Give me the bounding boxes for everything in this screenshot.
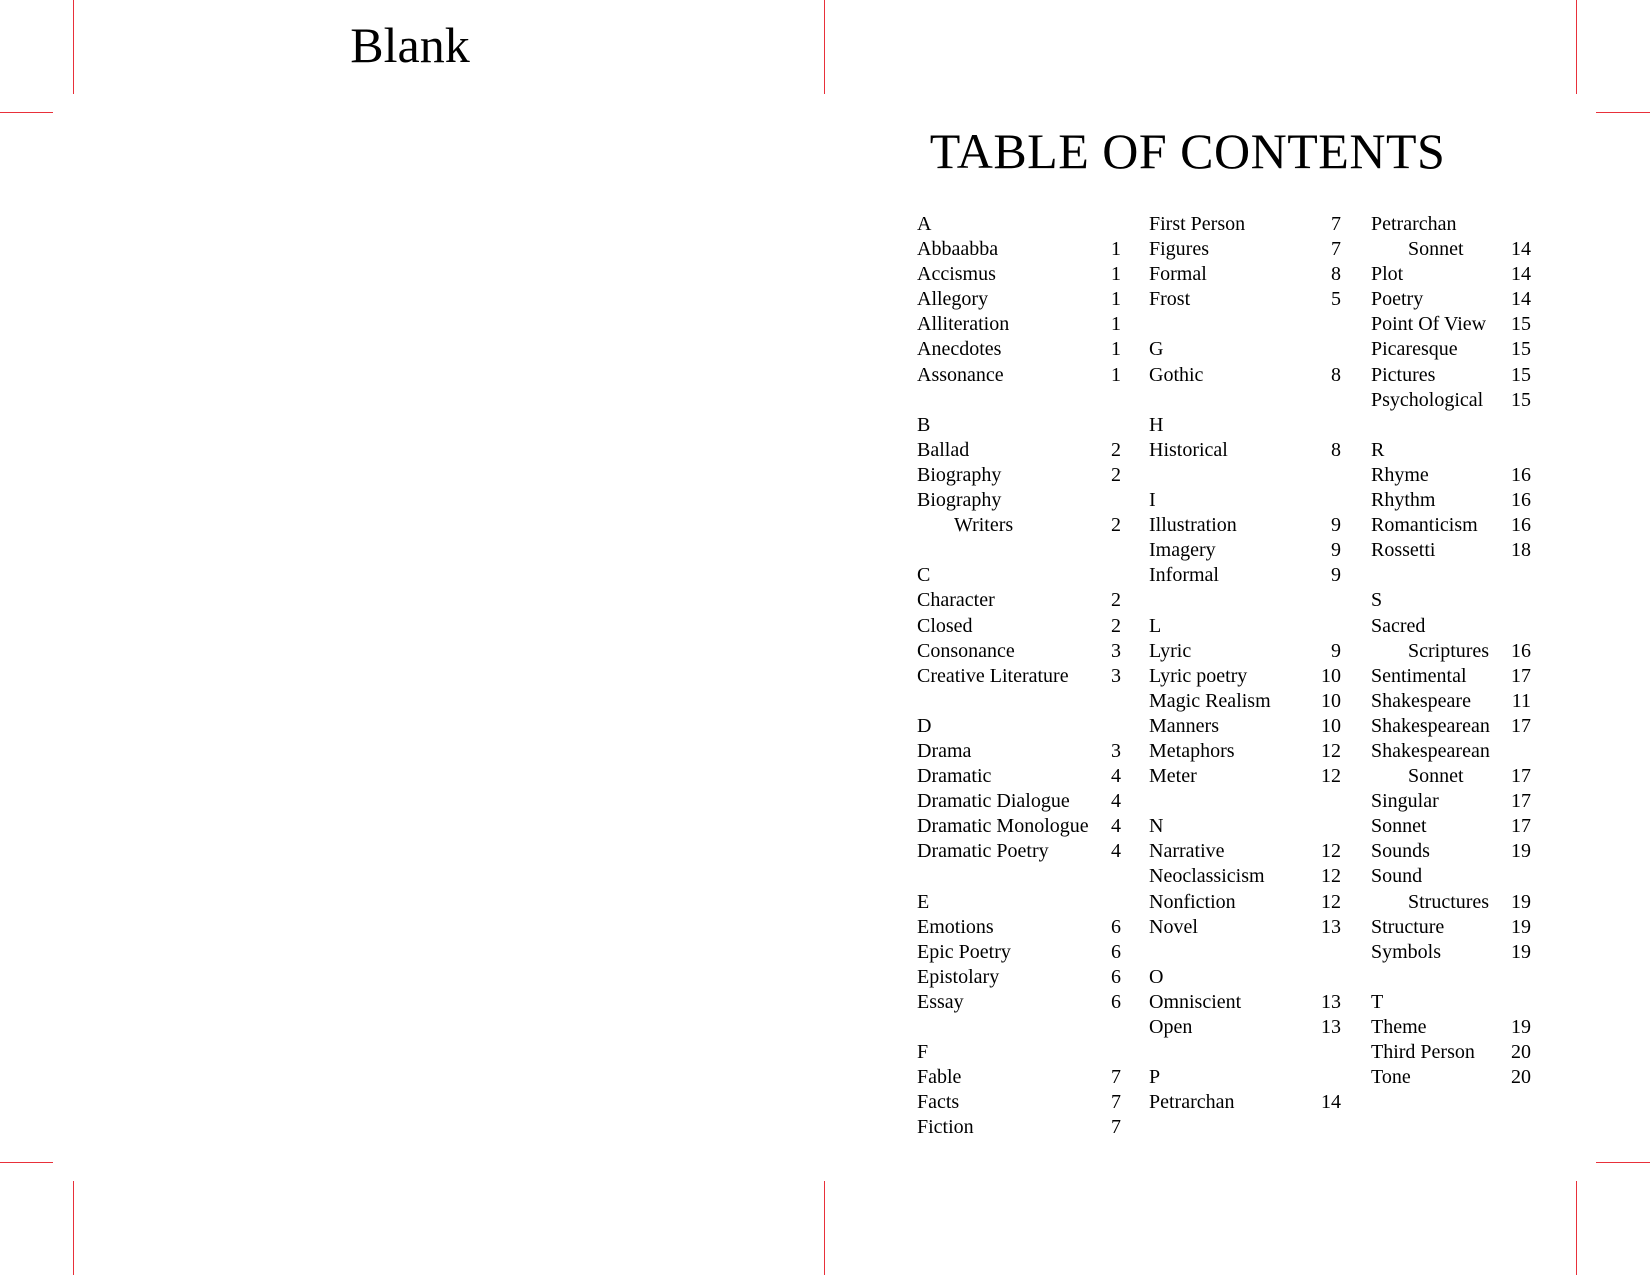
toc-spacer <box>1149 1040 1341 1065</box>
toc-entry <box>1149 287 1341 312</box>
toc-section-letter <box>917 890 1121 915</box>
toc-entry <box>1149 915 1341 940</box>
toc-term: H <box>1149 413 1164 436</box>
toc-entry <box>1371 1040 1531 1065</box>
toc-section-letter <box>917 563 1121 588</box>
toc-term: Informal <box>1149 564 1219 587</box>
toc-page-number: 17 <box>1511 765 1531 788</box>
toc-page-number: 7 <box>1331 213 1341 235</box>
toc-term: Narrative <box>1149 840 1225 863</box>
toc-term: Nonfiction <box>1149 890 1236 913</box>
toc-page-number: 8 <box>1331 263 1341 286</box>
toc-term: Symbols <box>1371 940 1442 963</box>
toc-page-number: 2 <box>1111 614 1121 637</box>
toc-term: Magic Realism <box>1149 689 1271 712</box>
toc-page-number: 9 <box>1331 514 1341 537</box>
toc-page-number: 18 <box>1511 539 1531 562</box>
toc-entry <box>1149 262 1341 287</box>
toc-entry <box>1149 1015 1341 1040</box>
crop-mark-left-top <box>0 112 53 113</box>
crop-mark-bottom-left <box>73 1181 74 1275</box>
toc-term: Rossetti <box>1371 539 1436 562</box>
toc-entry <box>1371 814 1531 839</box>
toc-term: Sacred <box>1371 614 1426 637</box>
toc-entry <box>1371 513 1531 538</box>
toc-column-2 <box>1149 212 1341 1115</box>
toc-spacer <box>1371 563 1531 588</box>
toc-entry <box>1149 890 1341 915</box>
toc-term: L <box>1149 614 1162 637</box>
toc-term: Theme <box>1371 1016 1427 1038</box>
toc-term: Sonnet <box>1408 238 1464 261</box>
toc-page-number: 9 <box>1331 639 1341 662</box>
toc-section-letter <box>1371 438 1531 463</box>
toc-term: Writers <box>954 514 1014 537</box>
toc-section-letter <box>917 212 1121 237</box>
toc-entry <box>917 1115 1121 1140</box>
toc-entry <box>1149 864 1341 889</box>
toc-section-letter <box>1371 588 1531 613</box>
toc-term: Epic Poetry <box>917 940 1011 963</box>
toc-page-number: 17 <box>1511 815 1531 838</box>
toc-entry <box>1149 990 1341 1015</box>
crop-mark-top-right <box>1576 0 1577 94</box>
toc-entry <box>1371 1015 1531 1040</box>
toc-page-number: 1 <box>1111 288 1121 311</box>
toc-term: Assonance <box>917 363 1004 386</box>
toc-term: Figures <box>1149 238 1209 261</box>
toc-entry <box>1371 714 1531 739</box>
crop-mark-right-top <box>1596 112 1650 113</box>
toc-page-number: 12 <box>1321 865 1341 888</box>
toc-page-number: 4 <box>1111 840 1121 863</box>
toc-entry <box>1371 463 1531 488</box>
toc-page-number: 15 <box>1511 388 1531 411</box>
toc-entry <box>917 764 1121 789</box>
toc-term: Lyric <box>1149 639 1192 662</box>
toc-spacer <box>917 689 1121 714</box>
toc-page-number: 3 <box>1111 664 1121 687</box>
toc-term: S <box>1371 589 1383 612</box>
toc-entry <box>917 312 1121 337</box>
toc-page-number: 2 <box>1111 463 1121 486</box>
toc-entry <box>1149 212 1341 237</box>
toc-term: Dramatic Monologue <box>917 815 1089 838</box>
toc-page-number: 2 <box>1111 438 1121 461</box>
toc-term: Open <box>1149 1016 1193 1038</box>
toc-term: Imagery <box>1149 539 1216 562</box>
crop-mark-left-bottom <box>0 1162 53 1163</box>
toc-entry <box>1371 890 1531 915</box>
toc-entry <box>1149 689 1341 714</box>
toc-entry <box>917 965 1121 990</box>
toc-term: Scriptures <box>1408 639 1490 662</box>
toc-entry <box>1149 739 1341 764</box>
toc-page-number: 17 <box>1511 664 1531 687</box>
toc-term: N <box>1149 815 1164 838</box>
toc-spacer <box>1149 312 1341 337</box>
toc-entry <box>917 513 1121 538</box>
toc-term: Sentimental <box>1371 664 1467 687</box>
toc-page-number: 11 <box>1511 689 1531 712</box>
toc-term: Fiction <box>917 1116 974 1139</box>
toc-page-number: 17 <box>1511 790 1531 813</box>
toc-page-number: 12 <box>1321 765 1341 788</box>
toc-page-number: 19 <box>1511 940 1531 963</box>
toc-entry <box>1371 538 1531 563</box>
toc-term: Accismus <box>917 263 996 286</box>
toc-spacer <box>917 1015 1121 1040</box>
toc-term: Dramatic Dialogue <box>917 790 1070 813</box>
toc-page-number: 17 <box>1511 714 1531 737</box>
toc-section-letter <box>1149 413 1341 438</box>
toc-term: Psychological <box>1371 388 1484 411</box>
toc-entry <box>917 814 1121 839</box>
toc-page-number: 19 <box>1511 890 1531 913</box>
toc-page-number: 2 <box>1111 589 1121 612</box>
toc-page-number: 6 <box>1111 940 1121 963</box>
toc-term: A <box>917 213 932 235</box>
toc-entry <box>917 639 1121 664</box>
toc-entry <box>917 789 1121 814</box>
toc-term: Metaphors <box>1149 739 1235 762</box>
toc-term: Shakespearean <box>1371 739 1490 762</box>
toc-section-letter <box>917 1040 1121 1065</box>
toc-page-number: 2 <box>1111 514 1121 537</box>
toc-term: Shakespeare <box>1371 689 1471 712</box>
crop-mark-bottom-right <box>1576 1181 1577 1275</box>
toc-term: E <box>917 890 930 913</box>
toc-term: Formal <box>1149 263 1207 286</box>
toc-page-number: 12 <box>1321 890 1341 913</box>
toc-section-letter <box>1371 990 1531 1015</box>
toc-entry <box>1371 363 1531 388</box>
toc-term: Frost <box>1149 288 1191 311</box>
toc-term: Manners <box>1149 714 1219 737</box>
toc-term: Alliteration <box>917 313 1010 336</box>
toc-term: Creative Literature <box>917 664 1069 687</box>
toc-term: Character <box>917 589 995 612</box>
crop-mark-top-left <box>73 0 74 94</box>
toc-term: Sounds <box>1371 840 1430 863</box>
toc-page-number: 20 <box>1511 1066 1531 1089</box>
toc-term: Singular <box>1371 790 1439 813</box>
toc-term: Sonnet <box>1408 765 1464 788</box>
toc-entry <box>1371 764 1531 789</box>
crop-mark-bottom-center <box>824 1181 825 1275</box>
toc-page-number: 13 <box>1321 1016 1341 1038</box>
toc-term: Point Of View <box>1371 313 1487 336</box>
toc-term: Dramatic <box>917 765 992 788</box>
toc-page-number: 12 <box>1321 739 1341 762</box>
toc-term: C <box>917 564 931 587</box>
toc-entry <box>917 1090 1121 1115</box>
toc-page-number: 9 <box>1331 564 1341 587</box>
toc-term: Dramatic Poetry <box>917 840 1049 863</box>
toc-entry <box>1371 739 1531 764</box>
toc-spacer <box>1149 789 1341 814</box>
toc-section-letter <box>1149 488 1341 513</box>
toc-page-number: 14 <box>1511 288 1531 311</box>
toc-entry <box>1371 864 1531 889</box>
toc-term: F <box>917 1041 929 1064</box>
toc-page-number: 4 <box>1111 815 1121 838</box>
toc-page-number: 10 <box>1321 714 1341 737</box>
toc-page-number: 16 <box>1511 463 1531 486</box>
toc-section-letter <box>917 413 1121 438</box>
toc-term: Poetry <box>1371 288 1424 311</box>
toc-entry <box>917 463 1121 488</box>
toc-page-number: 8 <box>1331 363 1341 386</box>
toc-entry <box>1149 839 1341 864</box>
toc-term: Allegory <box>917 288 989 311</box>
toc-page-number: 14 <box>1511 263 1531 286</box>
toc-term: T <box>1371 990 1384 1013</box>
toc-entry <box>1149 639 1341 664</box>
toc-term: Pictures <box>1371 363 1436 386</box>
toc-term: Structures <box>1408 890 1490 913</box>
toc-term: Biography <box>917 489 1002 512</box>
toc-term: Third Person <box>1371 1041 1475 1064</box>
toc-page-number: 4 <box>1111 790 1121 813</box>
toc-page-number: 1 <box>1111 363 1121 386</box>
toc-page-number: 14 <box>1321 1091 1341 1114</box>
toc-page-number: 15 <box>1511 338 1531 361</box>
toc-term: Omniscient <box>1149 990 1242 1013</box>
toc-entry <box>917 287 1121 312</box>
toc-page-number: 9 <box>1331 539 1341 562</box>
toc-term: Rhythm <box>1371 489 1436 512</box>
toc-spacer <box>1371 965 1531 990</box>
toc-entry <box>1149 1090 1341 1115</box>
toc-term: B <box>917 413 931 436</box>
toc-term: Tone <box>1371 1066 1411 1089</box>
toc-term: Essay <box>917 990 964 1013</box>
toc-page-number: 15 <box>1511 313 1531 336</box>
toc-page-number: 1 <box>1111 313 1121 336</box>
toc-page-number: 1 <box>1111 263 1121 286</box>
toc-entry <box>917 337 1121 362</box>
toc-page-number: 15 <box>1511 363 1531 386</box>
toc-term: Lyric poetry <box>1149 664 1248 687</box>
toc-entry <box>917 839 1121 864</box>
blank-page-title: Blank <box>350 17 470 73</box>
toc-page-number: 16 <box>1511 489 1531 512</box>
toc-term: Fable <box>917 1066 962 1089</box>
toc-term: Emotions <box>917 915 994 938</box>
toc-entry <box>1371 388 1531 413</box>
toc-term: Ballad <box>917 438 970 461</box>
toc-page-number: 10 <box>1321 664 1341 687</box>
toc-term: O <box>1149 965 1164 988</box>
toc-section-letter <box>1149 814 1341 839</box>
toc-spacer <box>1149 463 1341 488</box>
toc-term: Plot <box>1371 263 1404 286</box>
toc-page-number: 7 <box>1331 238 1341 261</box>
toc-entry <box>1371 287 1531 312</box>
toc-spacer <box>917 864 1121 889</box>
toc-page-number: 13 <box>1321 915 1341 938</box>
toc-page-number: 7 <box>1111 1066 1121 1089</box>
toc-spacer <box>1149 588 1341 613</box>
toc-term: Anecdotes <box>917 338 1002 361</box>
toc-term: D <box>917 714 932 737</box>
toc-page-number: 16 <box>1511 639 1531 662</box>
toc-section-letter <box>1149 1065 1341 1090</box>
toc-page-number: 6 <box>1111 965 1121 988</box>
toc-entry <box>1149 538 1341 563</box>
toc-page-number: 14 <box>1511 238 1531 261</box>
toc-page-number: 19 <box>1511 915 1531 938</box>
toc-page-number: 3 <box>1111 739 1121 762</box>
toc-spacer <box>1149 388 1341 413</box>
toc-page-number: 8 <box>1331 438 1341 461</box>
toc-page-number: 6 <box>1111 990 1121 1013</box>
toc-entry <box>1149 237 1341 262</box>
toc-page-number: 12 <box>1321 840 1341 863</box>
toc-spacer <box>1149 940 1341 965</box>
toc-term: Novel <box>1149 915 1198 938</box>
toc-column-1 <box>917 212 1121 1140</box>
toc-entry <box>917 664 1121 689</box>
toc-entry <box>1371 940 1531 965</box>
toc-entry <box>1371 312 1531 337</box>
toc-entry <box>1371 237 1531 262</box>
toc-entry <box>917 363 1121 388</box>
toc-section-letter <box>917 714 1121 739</box>
toc-entry <box>1371 488 1531 513</box>
toc-term: R <box>1371 438 1385 461</box>
toc-entry <box>1371 337 1531 362</box>
toc-entry <box>1371 839 1531 864</box>
toc-entry <box>1371 1065 1531 1090</box>
toc-entry <box>1149 438 1341 463</box>
toc-entry <box>917 614 1121 639</box>
toc-term: Petrarchan <box>1371 213 1457 235</box>
toc-term: Structure <box>1371 915 1445 938</box>
toc-page-number: 7 <box>1111 1091 1121 1114</box>
toc-term: Abbaabba <box>917 238 999 261</box>
toc-entry <box>1371 689 1531 714</box>
toc-entry <box>917 990 1121 1015</box>
toc-term: Picaresque <box>1371 338 1458 361</box>
toc-term: Facts <box>917 1091 960 1114</box>
toc-page-number: 4 <box>1111 765 1121 788</box>
toc-entry <box>1371 915 1531 940</box>
toc-entry <box>917 262 1121 287</box>
toc-term: Drama <box>917 739 972 762</box>
toc-section-letter <box>1149 614 1341 639</box>
toc-entry <box>1149 363 1341 388</box>
toc-entry <box>1371 664 1531 689</box>
toc-entry <box>917 588 1121 613</box>
toc-section-letter <box>1149 337 1341 362</box>
toc-entry <box>1149 764 1341 789</box>
toc-page-number: 6 <box>1111 915 1121 938</box>
toc-column-3 <box>1371 212 1531 1090</box>
toc-page-number: 20 <box>1511 1041 1531 1064</box>
toc-entry <box>1371 614 1531 639</box>
toc-term: Romanticism <box>1371 514 1478 537</box>
toc-term: First Person <box>1149 213 1246 235</box>
toc-entry <box>917 915 1121 940</box>
crop-mark-right-bottom <box>1596 1162 1650 1163</box>
toc-entry <box>917 940 1121 965</box>
toc-page-number: 5 <box>1331 288 1341 311</box>
toc-term: Neoclassicism <box>1149 865 1265 888</box>
toc-entry <box>1149 513 1341 538</box>
toc-spacer <box>1371 413 1531 438</box>
toc-section-letter <box>1149 965 1341 990</box>
toc-entry <box>1371 212 1531 237</box>
toc-term: Closed <box>917 614 973 637</box>
toc-term: G <box>1149 338 1164 361</box>
toc-entry <box>917 438 1121 463</box>
toc-page-number: 13 <box>1321 990 1341 1013</box>
crop-mark-top-center <box>824 0 825 94</box>
toc-spacer <box>917 538 1121 563</box>
toc-term: Shakespearean <box>1371 714 1490 737</box>
toc-term: Biography <box>917 463 1002 486</box>
toc-entry <box>917 1065 1121 1090</box>
toc-entry <box>1149 714 1341 739</box>
toc-page-number: 10 <box>1321 689 1341 712</box>
toc-term: Rhyme <box>1371 463 1429 486</box>
toc-term: Epistolary <box>917 965 1000 988</box>
toc-term: Meter <box>1149 765 1197 788</box>
toc-page-number: 19 <box>1511 1016 1531 1038</box>
toc-term: Petrarchan <box>1149 1091 1235 1114</box>
toc-term: Sonnet <box>1371 815 1427 838</box>
toc-spacer <box>917 388 1121 413</box>
toc-entry <box>1371 262 1531 287</box>
toc-page-number: 1 <box>1111 338 1121 361</box>
toc-term: Gothic <box>1149 363 1204 386</box>
toc-entry <box>1149 563 1341 588</box>
toc-page-number: 16 <box>1511 514 1531 537</box>
toc-title: TABLE OF CONTENTS <box>929 123 1446 179</box>
toc-term: P <box>1149 1066 1161 1089</box>
toc-page-number: 1 <box>1111 238 1121 261</box>
toc-entry <box>1371 639 1531 664</box>
toc-page-number: 7 <box>1111 1116 1121 1139</box>
toc-term: Illustration <box>1149 514 1237 537</box>
toc-page-number: 3 <box>1111 639 1121 662</box>
toc-term: I <box>1149 489 1156 512</box>
toc-term: Historical <box>1149 438 1228 461</box>
toc-entry <box>917 739 1121 764</box>
toc-entry <box>1149 664 1341 689</box>
toc-term: Consonance <box>917 639 1015 662</box>
toc-page-number: 19 <box>1511 840 1531 863</box>
toc-entry <box>917 488 1121 513</box>
toc-term: Sound <box>1371 865 1423 888</box>
toc-entry <box>1371 789 1531 814</box>
toc-entry <box>917 237 1121 262</box>
